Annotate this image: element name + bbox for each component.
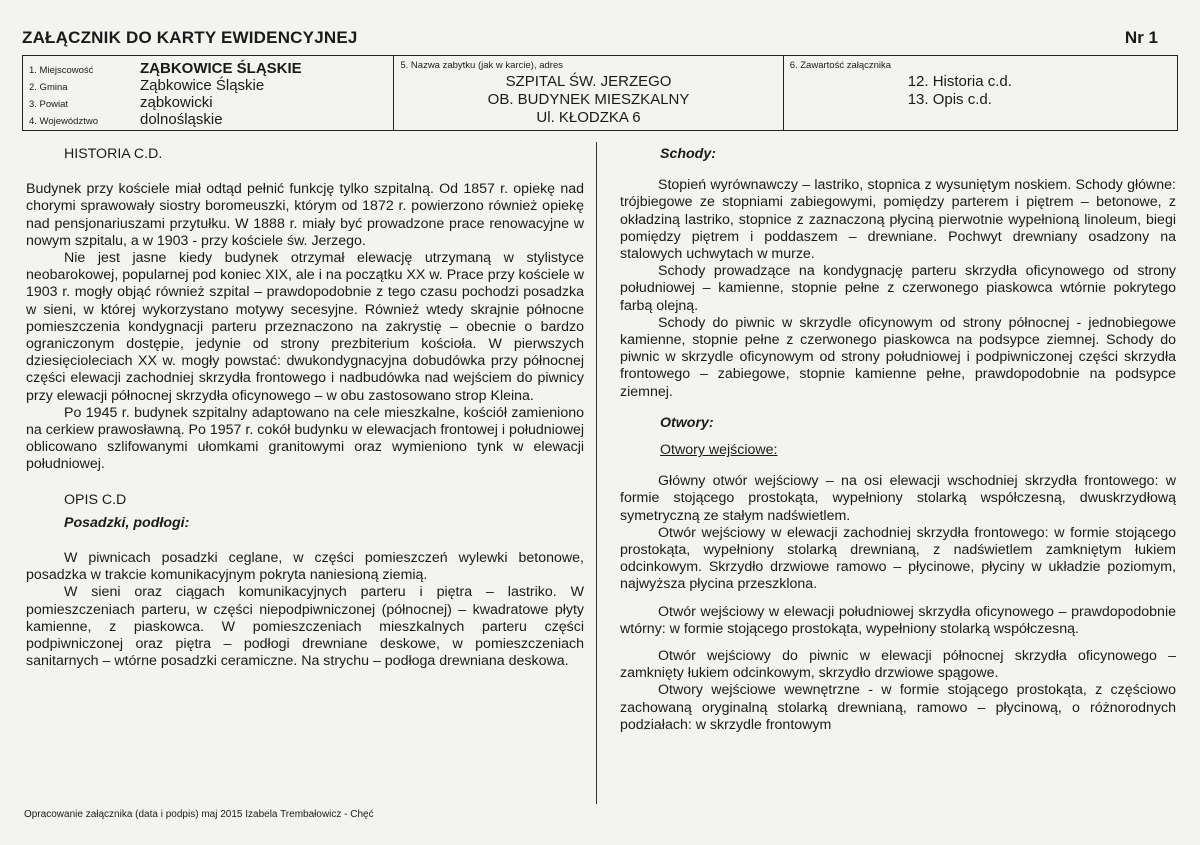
header-table (22, 55, 1178, 131)
place-row (29, 59, 389, 76)
monument-label: 5. Nazwa zabytku (jak w karcie), adres (400, 60, 563, 71)
history-paragraph-2: Nie jest jasne kiedy budynek otrzymał elewację utrzymaną w stylistyce neobarokowej, popularnej pod koniec XIX, ale i na początku XX w. Prace przy kościele w 1903 r. mogły objąć również szpital – prawdopodobnie z tego czasu pochodzi posadzka w sieni, w której wykorzystano motywy secesyjne. Również wtedy skrajnie północne pomieszczenia kondygnacji parteru przeznaczono na zakrystię – obecnie o bardzo ograniczonym dostępie, jedynie od strony prezbiterium kościoła. W pierwszych dziesięcioleciach XX w. mogły powstać: dwukondygnacyjna dobudówka przy północnej części elewacji zachodniej skrzydła frontowego i nadbudówka nad wejściem do piwnicy przy elewacji północnej skrzydła oficynowego – w obu zastosowano strop Kleina. (26, 250, 584, 404)
voivodeship-value: dolnośląskie (140, 111, 223, 128)
floors-paragraph-1: W piwnicach posadzki ceglane, w części pomieszczeń wylewki betonowe, posadzka w trakcie komunikacyjnym pokryta naniesioną ziemią. (26, 550, 584, 584)
contents-list (908, 73, 1012, 109)
entrance-paragraph-5: Otwory wejściowe wewnętrzne - w formie stojącego prostokąta, z częściowo zachowaną oryginalną stolarką drewnianą, ramowo – płycinową, o różnorodnych podziałach: w skrzydle frontowym (620, 682, 1176, 733)
stairs-paragraph-3: Schody do piwnic w skrzydle oficynowym od strony północnej - jednobiegowe kamienne, stopnie pełne z czerwonego piaskowca na podsypce ziemnej. Schody do piwnic w skrzydle oficynowym od strony południowej i podpiwniczonej części skrzydła frontowego – zabiegowe, stopnie kamienne pełne, prawdopodobnie na podsypce ziemnej. (620, 314, 1176, 400)
preparation-note: Opracowanie załącznika (data i podpis) maj 2015 Izabela Trembałowicz - Chęć (24, 809, 374, 820)
commune-row (29, 76, 389, 93)
contents-line-2: 13. Opis c.d. (907, 91, 992, 108)
voivodeship-row (29, 110, 389, 127)
monument-name (394, 73, 782, 127)
stairs-heading: Schody: (660, 146, 716, 162)
location-cell (23, 56, 394, 130)
county-value: ząbkowicki (140, 94, 213, 111)
monument-line-3: Ul. KŁODZKA 6 (536, 109, 641, 126)
place-value: ZĄBKOWICE ŚLĄSKIE (140, 60, 302, 77)
floors-paragraph-2: W sieni oraz ciągach komunikacyjnych parteru i piętra – lastriko. W pomieszczeniach parteru, w części niepodpiwniczonej (północnej) – kwadratowe płyty kamienne, z piaskowca. W pomieszczeniach mieszkalnych parteru części podpiwniczonej oraz piętra – podłogi drewniane deskowe, w pomieszczeniach sanitarnych – wtórne posadzki ceramiczne. Na strychu – podłoga drewniana deskowa. (26, 584, 584, 670)
commune-label: 2. Gmina (29, 82, 68, 93)
contents-cell (784, 56, 1177, 130)
entrance-paragraph-2: Otwór wejściowy w elewacji zachodniej skrzydła frontowego: w formie stojącego prostokąta, wypełniony stolarką drewnianą, z nadświetlem zamkniętym łukiem odcinkowym. Skrzydło drzwiowe ramowo – płycinowe, płyciny w układzie poziomym, najwyższa płycina przeszklona. (620, 524, 1176, 593)
entrance-paragraph-3: Otwór wejściowy w elewacji południowej skrzydła oficynowego – prawdopodobnie wtórny: w formie stojącego prostokąta, wypełniony stolarką współczesną. (620, 603, 1176, 637)
entrance-paragraph-1: Główny otwór wejściowy – na osi elewacji wschodniej skrzydła frontowego: w formie stojącego prostokąta, wypełniony stolarką współczesną, dwuskrzydłową symetryczną ze stałym nadświetlem. (620, 473, 1176, 524)
county-label: 3. Powiat (29, 99, 69, 110)
history-paragraph-3: Po 1945 r. budynek szpitalny adaptowano na cele mieszkalne, kościół zamieniono na cerkiew prawosławną. Po 1957 r. cokół budynku w elewacjach frontowej i południowej oblicowano szlifowanymi ułomkami granitowymi oraz wymieniono tynk w elewacji południowej. (26, 404, 584, 473)
page-title: ZAŁĄCZNIK DO KARTY EWIDENCYJNEJ (22, 28, 358, 47)
voivodeship-label: 4. Województwo (29, 116, 98, 127)
contents-label: 6. Zawartość załącznika (789, 60, 892, 71)
county-row (29, 93, 389, 110)
stairs-paragraph-2: Schody prowadzące na kondygnację parteru skrzydła oficynowego od strony południowej – kamienne, stopnie pełne z czerwonego piaskowca wtórnie pokrytego farbą olejną. (620, 263, 1176, 314)
monument-cell (394, 56, 783, 130)
entrance-paragraph-4: Otwór wejściowy do piwnic w elewacji północnej skrzydła oficynowego – zamknięty łukiem odcinkowym, skrzydło drzwiowe spągowe. (620, 648, 1176, 682)
commune-value: Ząbkowice Śląskie (140, 77, 265, 94)
monument-line-2: OB. BUDYNEK MIESZKALNY (487, 91, 690, 108)
monument-line-1: SZPITAL ŚW. JERZEGO (505, 73, 672, 90)
place-label: 1. Miejscowość (29, 65, 94, 76)
floors-heading: Posadzki, podłogi: (64, 514, 190, 531)
contents-line-1: 12. Historia c.d. (907, 73, 1012, 90)
right-column (620, 146, 1176, 734)
column-divider (596, 142, 597, 804)
openings-heading: Otwory: (660, 414, 714, 431)
attachment-number: Nr 1 (1124, 28, 1158, 47)
stairs-paragraph-1: Stopień wyrównawczy – lastriko, stopnica z wysuniętym noskiem. Schody główne: trójbiegowe ze stopniami zabiegowymi, pomiędzy parterem i piętrem – betonowe, z okładziną lastriko, stopnice z zaznaczoną płyciną pierwotnie wypełnioną linoleum, biegi pomiędzy piętrem i poddaszem – drewniane. Pochwyt drewniany osadzony na stalowych uchwytach w murze. (620, 177, 1176, 263)
entrances-heading: Otwory wejściowe: (660, 442, 778, 459)
description-heading: OPIS C.D (64, 491, 127, 508)
history-paragraph-1: Budynek przy kościele miał odtąd pełnić funkcję tylko szpitalną. Od 1857 r. opiekę nad chorymi sprawowały siostry boromeuszki, którym od 1872 r. powierzono również opiekę nad pensjonariuszami przytułku. W 1888 r. miały być prowadzone prace renowacyjne w nowym szpitalu, a w 1903 - przy kościele św. Jerzego. (26, 181, 584, 249)
history-heading: HISTORIA C.D. (64, 146, 163, 162)
left-column (26, 146, 584, 670)
